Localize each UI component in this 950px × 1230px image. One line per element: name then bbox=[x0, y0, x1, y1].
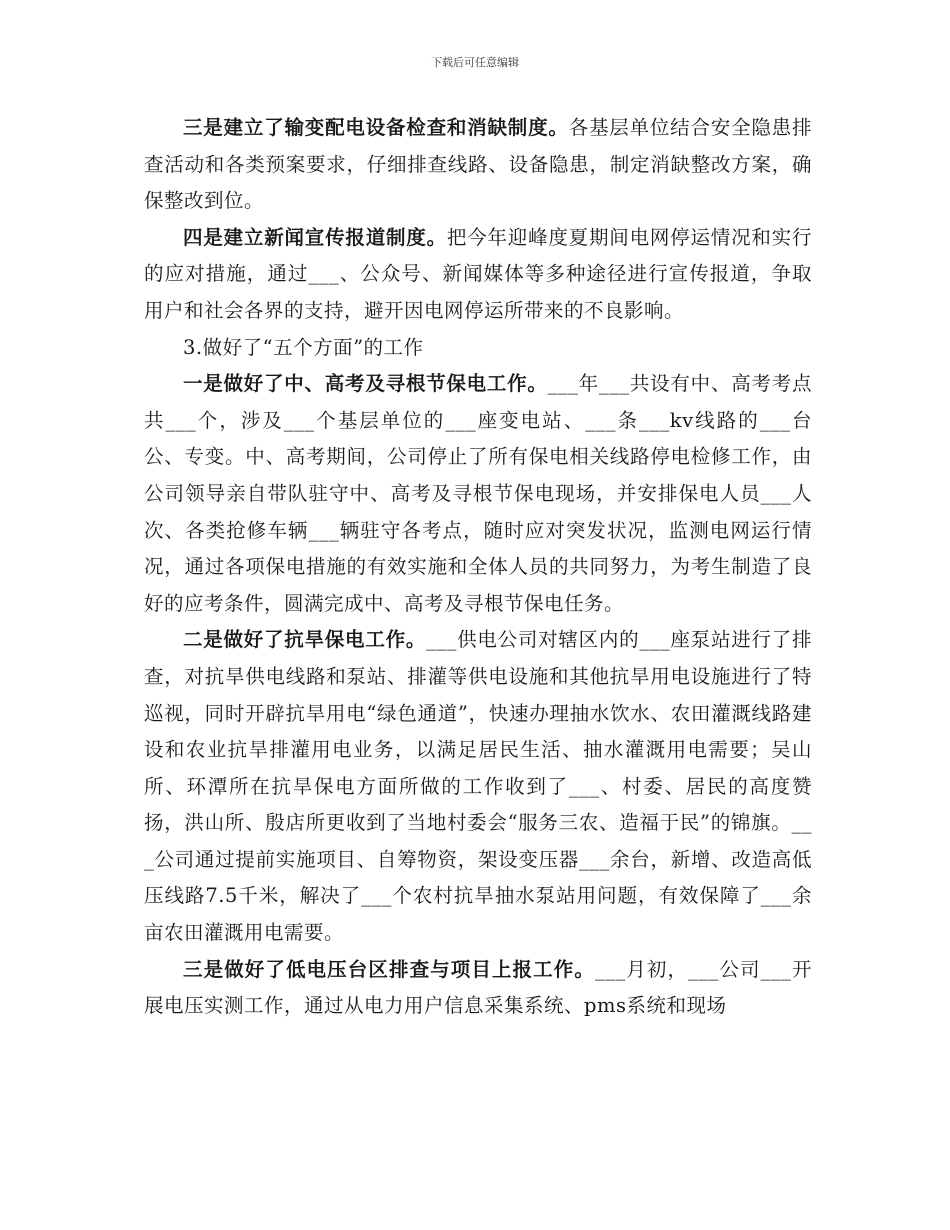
paragraph-lead: 四是建立新闻宣传报道制度。 bbox=[183, 225, 447, 249]
paragraph-low-voltage bbox=[144, 952, 812, 1025]
section-heading-text: 3.做好了“五个方面”的工作 bbox=[183, 335, 424, 359]
paragraph-lead: 二是做好了抗旱保电工作。 bbox=[183, 628, 427, 652]
page-header: 下载后可任意编辑 bbox=[431, 56, 519, 69]
paragraph-drought-power bbox=[144, 622, 812, 951]
paragraph-exam-power bbox=[144, 366, 812, 622]
paragraph-lead: 一是做好了中、高考及寻根节保电工作。 bbox=[183, 372, 548, 396]
paragraph-news-system bbox=[144, 220, 812, 330]
section-heading-five-aspects bbox=[144, 330, 812, 367]
paragraph-text: ___供电公司对辖区内的___座泵站进行了排查，对抗旱供电线路和泵站、排灌等供电设施和其他抗旱用电设施进行了特巡视，同时开辟抗旱用电“绿色通道”，快速办理抽水饮水、农田灌溉线路建设和农业抗旱排灌用电业务，以满足居民生活、抽水灌溉用电需要；吴山所、环潭所在抗旱保电方面所做的工作收到了___、村委、居民的高度赞扬，洪山所、殷店所更收到了当地村委会“服务三农、造福于民”的锦旗。___公司通过提前实施项目、自筹物资，架设变压器___余台，新增、改造高低压线路7.5千米，解决了___个农村抗旱抽水泵站用问题，有效保障了___余亩农田灌溉用电需要。 bbox=[144, 628, 812, 945]
document-body bbox=[144, 110, 812, 1025]
paragraph-text: 把今年迎峰度夏期间电网停运情况和实行的应对措施，通过___、公众号、新闻媒体等多种途径进行宣传报道，争取用户和社会各界的支持，避开因电网停运所带来的不良影响。 bbox=[144, 225, 812, 322]
paragraph-text: ___月初，___公司___开展电压实测工作，通过从电力用户信息采集系统、pms系统和现场 bbox=[144, 957, 812, 1018]
paragraph-text: 各基层单位结合安全隐患排查活动和各类预案要求，仔细排查线路、设备隐患，制定消缺整改方案，确保整改到位。 bbox=[144, 116, 812, 213]
paragraph-inspection-system bbox=[144, 110, 812, 220]
paragraph-lead: 三是做好了低电压台区排查与项目上报工作。 bbox=[183, 957, 595, 981]
paragraph-lead: 三是建立了输变配电设备检查和消缺制度。 bbox=[183, 116, 569, 139]
paragraph-text: ___年___共设有中、高考考点共___个，涉及___个基层单位的___座变电站、___条___kv线路的___台公、专变。中、高考期间，公司停止了所有保电相关线路停电检修工作，由公司领导亲自带队驻守中、高考及寻根节保电现场，并安排保电人员___人次、各类抢修车辆___辆驻守各考点，随时应对突发状况，监测电网运行情况，通过各项保电措施的有效实施和全体人员的共同努力，为考生制造了良好的应考条件，圆满完成中、高考及寻根节保电任务。 bbox=[144, 372, 812, 615]
